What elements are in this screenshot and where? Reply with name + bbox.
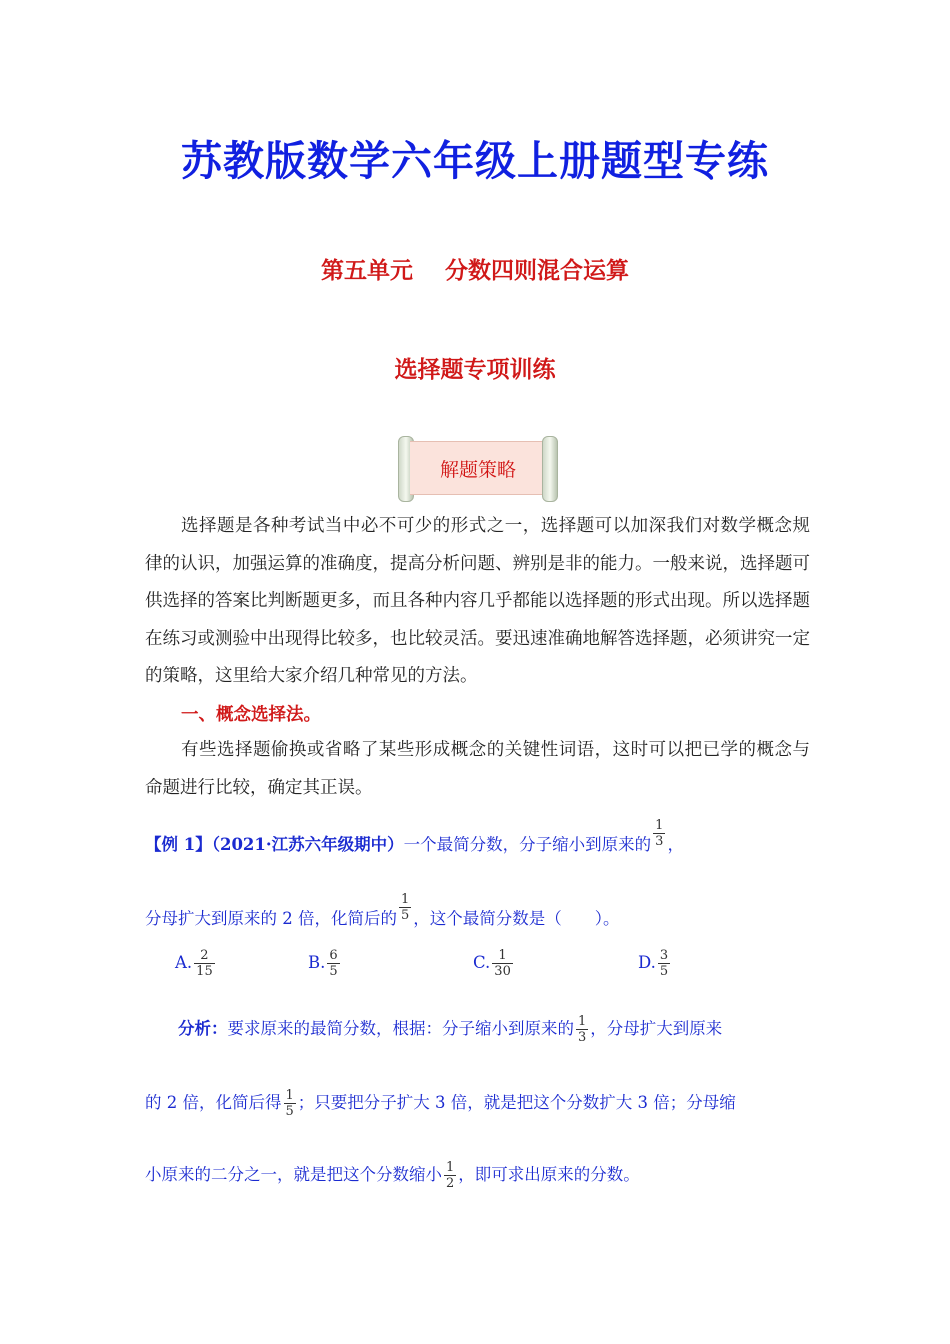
- option-a: A. $\frac{2}{15}$: [175, 948, 213, 979]
- analysis-text: ，分母扩大到原来: [590, 1019, 723, 1038]
- banner-label: 解题策略: [410, 441, 546, 495]
- scroll-roll-right: [542, 436, 558, 502]
- example-line-2: [145, 892, 620, 935]
- intro-paragraph: 选择题是各种考试当中必不可少的形式之一，选择题可以加深我们对数学概念规律的认识，加强运算的准确度，提高分析问题、辨别是非的能力。一般来说，选择题可供选择的答案比判断题更多，而且各种内容几乎都能以选择题的形式出现。所以选择题在练习或测验中出现得比较多，也比较灵活。要迅速准确地解答选择题，必须讲究一定的策略，这里给大家介绍几种常见的方法。: [145, 516, 810, 686]
- method-paragraph: 有些选择题偷换或省略了某些形成概念的关键性词语，这时可以把已学的概念与命题进行比较，确定其正误。: [145, 740, 810, 798]
- analysis-line-2: [145, 1088, 736, 1119]
- section-heading: 选择题专项训练: [394, 356, 556, 383]
- analysis-text: ；只要把分子扩大 3 倍，就是把这个分数扩大 3 倍；分母缩: [297, 1093, 736, 1112]
- fraction: $\frac{2}{15}$: [196, 948, 213, 979]
- example-text: ，这个最简分数是（ ）。: [413, 909, 620, 928]
- fraction: $\frac{1}{3}$: [655, 818, 664, 849]
- fraction: $\frac{1}{2}$: [446, 1160, 455, 1191]
- analysis-line-3: [145, 1160, 640, 1191]
- fraction: $\frac{1}{3}$: [578, 1014, 587, 1045]
- fraction: $\frac{1}{5}$: [285, 1088, 294, 1119]
- fraction: $\frac{6}{5}$: [329, 948, 338, 979]
- analysis-text: 小原来的二分之一，就是把这个分数缩小: [145, 1165, 442, 1184]
- analysis-text: 的 2 倍，化简后得: [145, 1093, 282, 1112]
- option-d: D. $\frac{3}{5}$: [638, 948, 669, 979]
- option-c: C. $\frac{1}{30}$: [473, 948, 511, 979]
- analysis-text: 要求原来的最简分数，根据：分子缩小到原来的: [227, 1019, 574, 1038]
- fraction: $\frac{1}{30}$: [494, 948, 511, 979]
- analysis-label: 分析：: [178, 1019, 228, 1038]
- example-text: ，: [667, 835, 684, 854]
- analysis-line-1: [178, 1014, 722, 1045]
- method-heading: 一、概念选择法。: [181, 705, 321, 725]
- example-text: 一个最简分数，分子缩小到原来的: [403, 835, 652, 854]
- fraction: $\frac{3}{5}$: [659, 948, 669, 979]
- unit-heading: 第五单元 分数四则混合运算: [320, 257, 630, 284]
- example-line-1: [145, 818, 684, 861]
- document-title: 苏教版数学六年级上册题型专练: [181, 137, 769, 185]
- analysis-text: ，即可求出原来的分数。: [458, 1165, 640, 1184]
- option-b: B. $\frac{6}{5}$: [308, 948, 338, 979]
- example-tag: 【例 1】（2021·江苏六年级期中）: [145, 835, 404, 854]
- example-text: 分母扩大到原来的 2 倍，化简后的: [145, 909, 397, 928]
- strategy-banner: [398, 436, 558, 500]
- fraction: $\frac{1}{5}$: [401, 892, 410, 923]
